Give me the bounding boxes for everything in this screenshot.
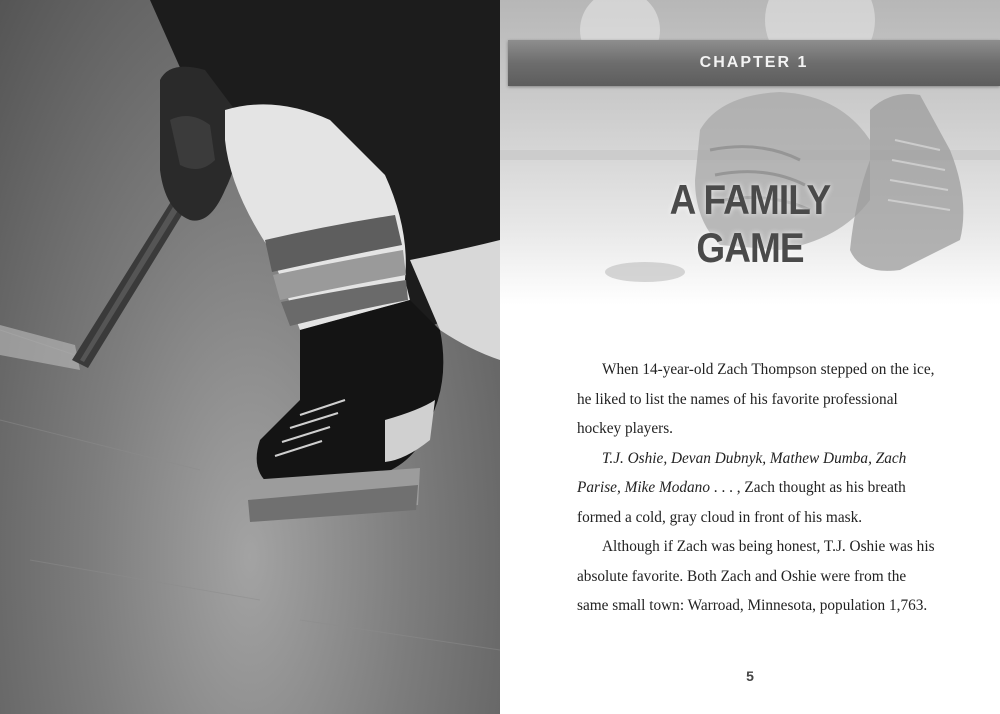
paragraph-2 [577,444,937,533]
text-page [500,0,1000,714]
player-names: T.J. Oshie, Devan Dubnyk, Mathew Dumba, Zach Parise, Mike Modano [577,449,907,496]
body-text [577,355,937,621]
paragraph-1: When 14-year-old Zach Thompson stepped on the ice, he liked to list the names of his favorite professional hockey players. [577,361,935,437]
chapter-banner [508,40,1000,86]
page-number: 5 [746,668,754,684]
paragraph-2-rest: . . . , Zach thought as his breath formed a cold, gray cloud in front of his mask. [577,479,906,526]
chapter-title: A FAMILY GAME [669,176,831,271]
chapter-label: CHAPTER 1 [699,54,809,71]
paragraph-3: Although if Zach was being honest, T.J. Oshie was his absolute favorite. Both Zach and Oshie were from the same small town: Warroad, Minnesota, population 1,763. [577,538,935,614]
